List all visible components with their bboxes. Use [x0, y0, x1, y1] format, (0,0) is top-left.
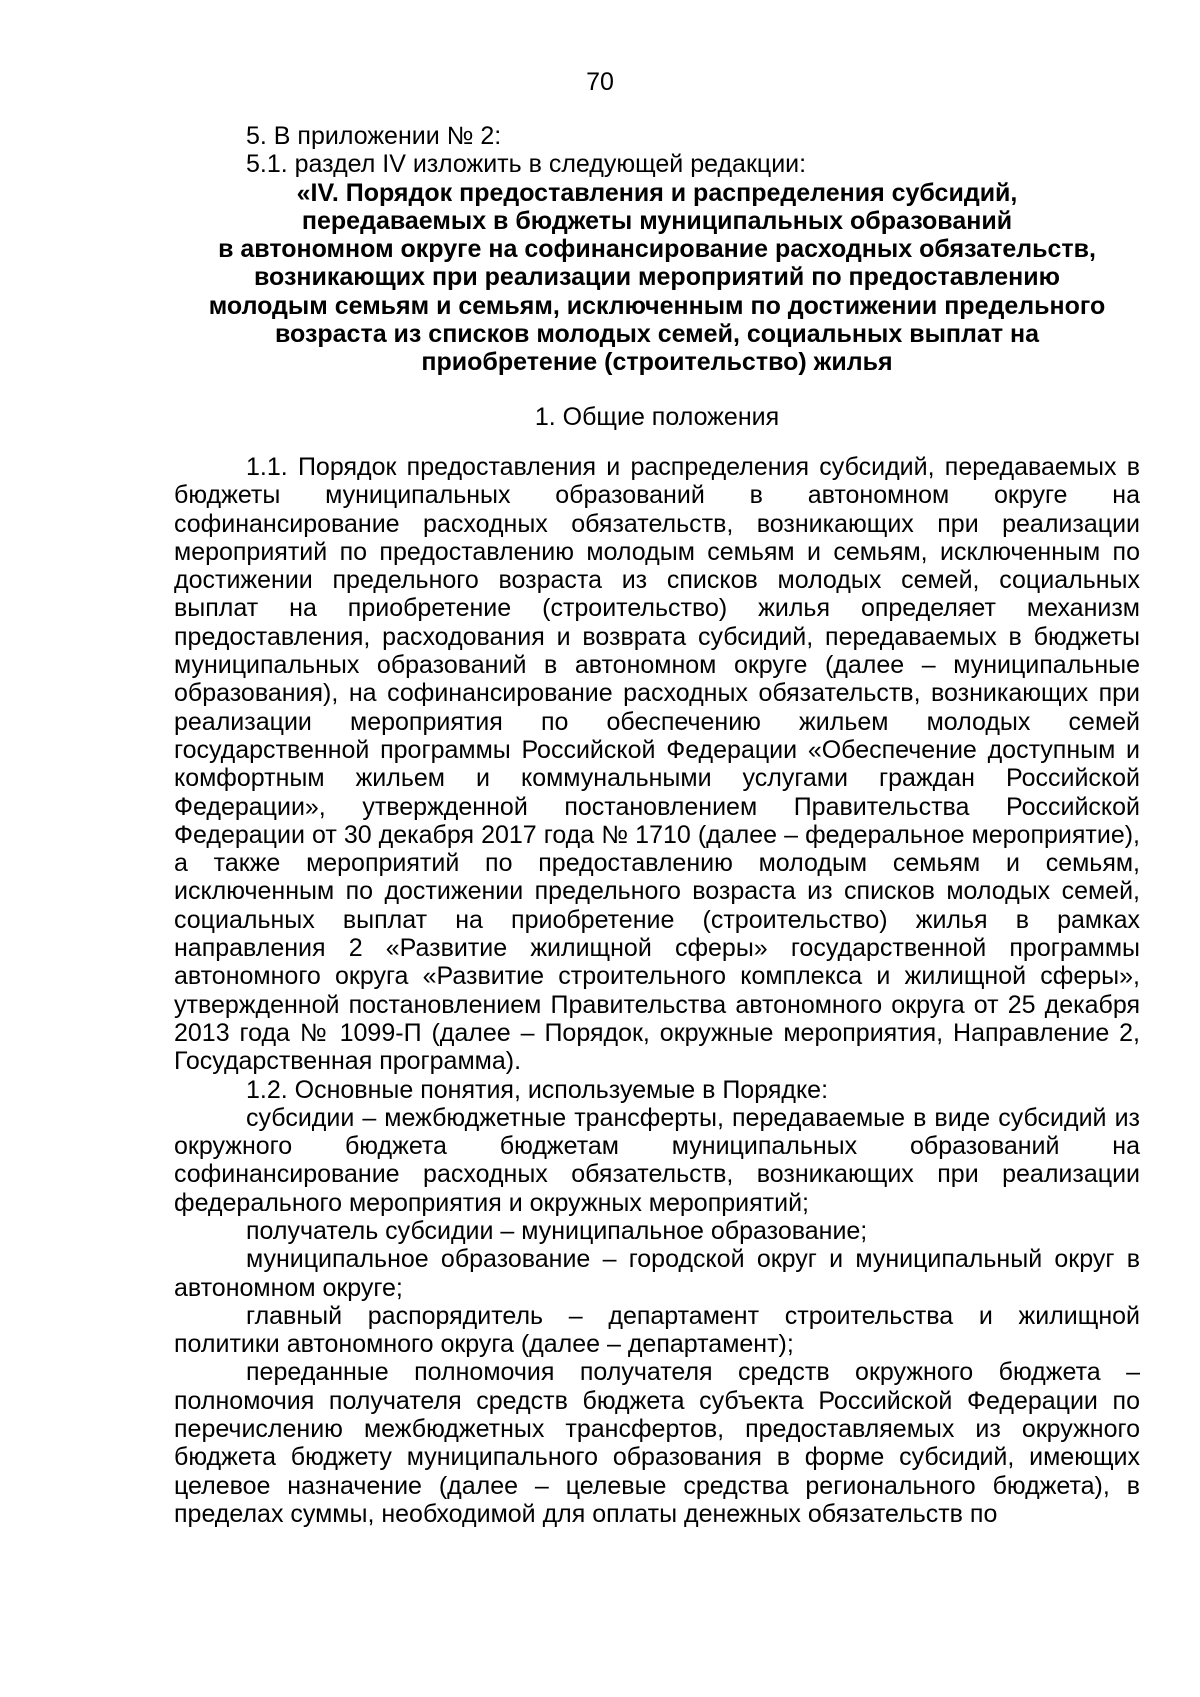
document-body [174, 122, 1140, 1528]
title-line: «IV. Порядок предоставления и распределения субсидий, [296, 178, 1018, 207]
intro-line: 5. В приложении № 2: [246, 122, 502, 150]
title-line: приобретение (строительство) жилья [421, 348, 893, 377]
paragraph: переданные полномочия получателя средств окружного бюджета – полномочия получателя средств бюджета субъекта Российской Федерации по перечислению межбюджетных трансфертов, предоставляемых из окружного бюджета бюджету муниципального образования в форме субсидий, имеющих целевое назначение (далее – целевые средства регионального бюджета), в пределах суммы, необходимой для оплаты денежных обязательств по [174, 1358, 1140, 1528]
paragraph: главный распорядитель – департамент строительства и жилищной политики автономного округа (далее – департамент); [174, 1301, 1140, 1359]
subsection-heading: 1. Общие положения [534, 402, 780, 431]
title-line: возраста из списков молодых семей, социальных выплат на [274, 320, 1040, 349]
paragraph: муниципальное образование – городской округ и муниципальный округ в автономном округе; [174, 1245, 1140, 1302]
title-line: возникающих при реализации мероприятий по предоставлению [254, 263, 1060, 292]
section-title [174, 179, 1140, 377]
paragraph: 1.1. Порядок предоставления и распределения субсидий, передаваемых в бюджеты муниципальных образований в автономном округе на софинансирование расходных обязательств, возникающих при реализации мероприятий по предоставлению молодым семьям и семьям, исключенным по достижении предельного возраста из списков молодых семей, социальных выплат на приобретение (строительство) жилья определяет механизм предоставления, расходования и возврата субсидий, передаваемых в бюджеты муниципальных образований в автономном округе (далее – муниципальные образования), на софинансирование расходных обязательств, возникающих при реализации мероприятия по обеспечению жильем молодых семей государственной программы Российской Федерации «Обеспечение доступным и комфортным жильем и коммунальными услугами граждан Российской Федерации», утвержденной постановлением Правительства Российской Федерации от 30 декабря 2017 года № 1710 (далее – федеральное мероприятие), а также мероприятий по предоставлению молодым семьям и семьям, исключенным по достижении предельного возраста из списков молодых семей, социальных выплат на приобретение (строительство) жилья в рамках направления 2 «Развитие жилищной сферы» государственной программы автономного округа «Развитие строительного комплекса и жилищной сферы», утвержденной постановлением Правительства автономного округа от 25 декабря 2013 года № 1099-П (далее – Порядок, окружные мероприятия, Направление 2, Государственная программа). [174, 452, 1140, 1076]
page-number: 70 [586, 68, 614, 96]
paragraph: получатель субсидии – муниципальное образование; [246, 1216, 868, 1245]
title-line: в автономном округе на софинансирование расходных обязательств, [218, 235, 1096, 264]
paragraph: субсидии – межбюджетные трансферты, передаваемые в виде субсидий из окружного бюджета бюджетам муниципальных образований на софинансирование расходных обязательств, возникающих при реализации федерального мероприятия и окружных мероприятий; [174, 1103, 1140, 1217]
title-line: передаваемых в бюджеты муниципальных образований [301, 206, 1013, 235]
paragraph: 1.2. Основные понятия, используемые в Порядке: [246, 1075, 829, 1104]
intro-line: 5.1. раздел IV изложить в следующей редакции: [246, 150, 807, 179]
title-line: молодым семьям и семьям, исключенным по достижении предельного [208, 291, 1106, 320]
